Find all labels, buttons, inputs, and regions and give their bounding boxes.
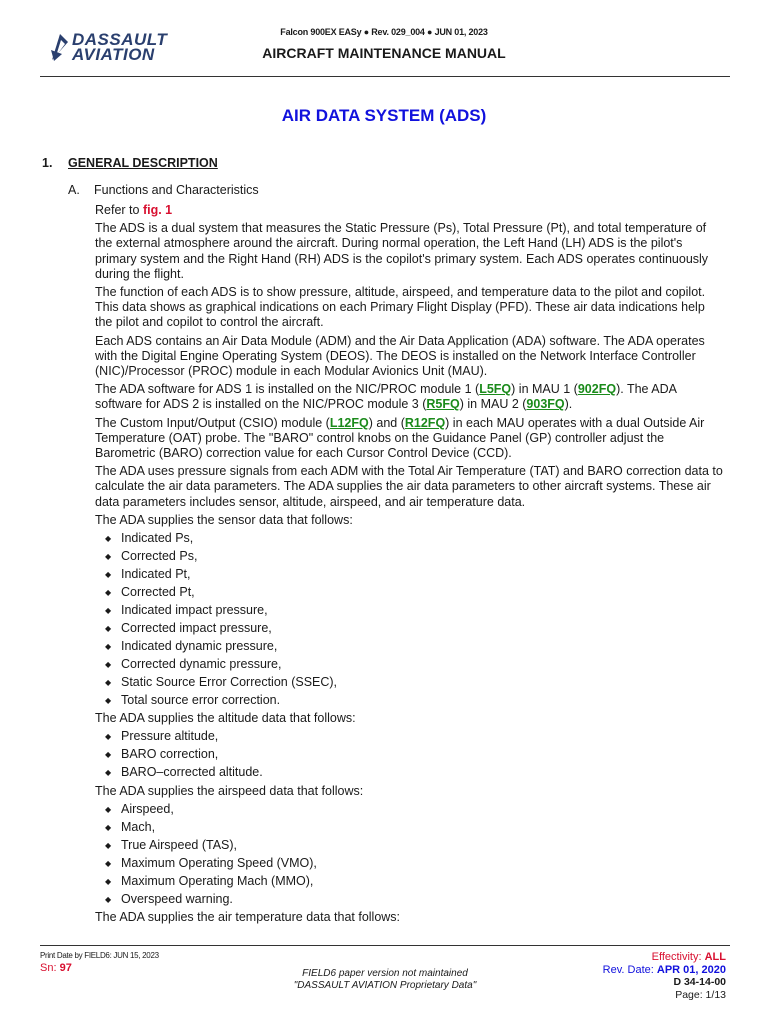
header-divider xyxy=(40,76,730,77)
bullet-icon: ◆ xyxy=(105,606,112,616)
list-item: ◆ Corrected dynamic pressure, xyxy=(105,657,282,672)
manual-title: AIRCRAFT MAINTENANCE MANUAL xyxy=(262,45,506,61)
bullet-icon: ◆ xyxy=(105,894,112,904)
ref-l12fq-link[interactable]: L12FQ xyxy=(329,415,369,430)
list-item: ◆ Static Source Error Correction (SSEC), xyxy=(105,675,338,690)
sensor-data-intro: The ADA supplies the sensor data that follows: xyxy=(95,512,353,527)
bullet-icon: ◆ xyxy=(105,624,112,634)
airspeed-data-intro: The ADA supplies the airspeed data that follows: xyxy=(95,783,364,798)
list-item: ◆ Indicated Ps, xyxy=(105,531,194,546)
list-item: ◆ Airspeed, xyxy=(105,801,174,816)
list-item: ◆ Indicated Pt, xyxy=(105,567,191,582)
bullet-icon: ◆ xyxy=(105,570,112,580)
list-item: ◆ BARO correction, xyxy=(105,747,219,762)
list-item: ◆ Overspeed warning. xyxy=(105,891,233,906)
document-code: D 34-14-00 xyxy=(673,976,726,988)
ref-r5fq-link[interactable]: R5FQ xyxy=(426,397,460,412)
serial-number: Sn: 97 xyxy=(40,962,72,974)
document-body xyxy=(95,203,725,928)
footer-disclaimer xyxy=(250,968,520,992)
print-date: Print Date by FIELD6: JUN 15, 2023 xyxy=(40,951,159,960)
list-item: ◆ Maximum Operating Mach (MMO), xyxy=(105,873,314,888)
list-item: ◆ Maximum Operating Speed (VMO), xyxy=(105,855,317,870)
ref-r12fq-link[interactable]: R12FQ xyxy=(404,415,446,430)
list-item: ◆ Indicated dynamic pressure, xyxy=(105,639,278,654)
effectivity: Effectivity: ALL xyxy=(651,951,726,963)
altitude-data-list xyxy=(95,729,725,780)
section-number: 1. xyxy=(42,156,53,170)
header-revision: Falcon 900EX EASy ● Rev. 029_004 ● JUN 01, 2023 xyxy=(280,27,488,37)
logo-text-line1: DASSAULT xyxy=(72,30,168,49)
paragraph-ada-calculation: The ADA uses pressure signals from each ADM with the Total Air Temperature (TAT) and BARO correction data to calculate the air data parameters. The ADA supplies the air data parameters to other aircraft systems. These air data parameters includes sensor, altitude, airspeed, and air temperature data. xyxy=(95,464,723,509)
list-item: ◆ Corrected impact pressure, xyxy=(105,621,272,636)
bullet-icon: ◆ xyxy=(105,858,112,868)
ref-902fq-link[interactable]: 902FQ xyxy=(577,382,617,397)
section-title: GENERAL DESCRIPTION xyxy=(68,156,218,170)
temperature-data-intro: The ADA supplies the air temperature data that follows: xyxy=(95,910,401,925)
bullet-icon: ◆ xyxy=(105,822,112,832)
ref-903fq-link[interactable]: 903FQ xyxy=(526,397,565,412)
revision-date: Rev. Date: APR 01, 2020 xyxy=(602,963,726,976)
altitude-data-intro: The ADA supplies the altitude data that follows: xyxy=(95,711,356,726)
list-item: ◆ Total source error correction. xyxy=(105,693,281,708)
paragraph-ads-contents: Each ADS contains an Air Data Module (ADM) and the Air Data Application (ADA) software. The ADA operates with the Digital Engine Operating System (DEOS). The DEOS is installed on the Network Interface Controller (NIC)/Processor (PROC) module in each Modular Avionics Unit (MAU). xyxy=(95,333,705,379)
paragraph-csio-module: The Custom Input/Output (CSIO) module (L12FQ) and (R12FQ) in each MAU operates with a dual Outside Air Temperature (OAT) probe. The "BARO" control knobs on the Guidance Panel (GP) controller adjust the Barometric (BARO) correction value for each Cursor Control Device (CCD). xyxy=(95,415,705,461)
list-item: ◆ Indicated impact pressure, xyxy=(105,603,268,618)
bullet-icon: ◆ xyxy=(105,768,112,778)
list-item: ◆ Corrected Pt, xyxy=(105,585,195,600)
refer-prefix: Refer to xyxy=(95,203,143,217)
ref-l5fq-link[interactable]: L5FQ xyxy=(479,382,512,397)
bullet-icon: ◆ xyxy=(105,678,112,688)
paragraph-ada-software: The ADA software for ADS 1 is installed on the NIC/PROC module 1 (L5FQ) in MAU 1 (902FQ). The ADA software for ADS 2 is installed on the NIC/PROC module 3 (R5FQ) in MAU 2 (903FQ). xyxy=(95,382,677,412)
list-item: ◆ BARO–corrected altitude. xyxy=(105,765,263,780)
disclaimer-line1: FIELD6 paper version not maintained xyxy=(302,968,468,979)
subsection-letter: A. xyxy=(68,183,80,197)
bullet-icon: ◆ xyxy=(105,660,112,670)
bullet-icon: ◆ xyxy=(105,804,112,814)
bullet-icon: ◆ xyxy=(105,534,112,544)
list-item: ◆ Pressure altitude, xyxy=(105,729,219,744)
subsection-title: Functions and Characteristics xyxy=(94,183,259,197)
airspeed-data-list xyxy=(95,802,725,907)
bullet-icon: ◆ xyxy=(105,642,112,652)
document-title: AIR DATA SYSTEM (ADS) xyxy=(281,106,487,125)
paragraph-ads-overview: The ADS is a dual system that measures the Static Pressure (Ps), Total Pressure (Pt), and total temperature of the external atmosphere around the aircraft. During normal operation, the Left Hand (LH) ADS is the pilot's primary system and the Right Hand (RH) ADS is the copilot's primary system. Each ADS operates continuously during the flight. xyxy=(95,221,709,281)
sensor-data-list xyxy=(95,531,725,708)
bullet-icon: ◆ xyxy=(105,588,112,598)
bullet-icon: ◆ xyxy=(105,750,112,760)
footer-document-info xyxy=(603,951,726,1001)
logo-text-line2: AVIATION xyxy=(72,45,155,64)
page-number: Page: 1/13 xyxy=(675,988,726,1001)
refer-paragraph xyxy=(95,203,725,218)
bullet-icon: ◆ xyxy=(105,696,112,706)
bullet-icon: ◆ xyxy=(105,552,112,562)
disclaimer-line2: "DASSAULT AVIATION Proprietary Data" xyxy=(293,980,477,991)
footer-divider xyxy=(40,945,730,946)
paragraph-ads-function: The function of each ADS is to show pressure, altitude, airspeed, and temperature data to the pilot and copilot. This data shows as graphical indications on each Primary Flight Display (PFD). These air data indications help the pilot and copilot to control the aircraft. xyxy=(95,285,706,330)
bullet-icon: ◆ xyxy=(105,732,112,742)
bullet-icon: ◆ xyxy=(105,876,112,886)
list-item: ◆ Corrected Ps, xyxy=(105,549,198,564)
bullet-icon: ◆ xyxy=(105,840,112,850)
list-item: ◆ True Airspeed (TAS), xyxy=(105,837,238,852)
fig-1-link[interactable]: fig. 1 xyxy=(142,203,173,217)
list-item: ◆ Mach, xyxy=(105,819,156,834)
